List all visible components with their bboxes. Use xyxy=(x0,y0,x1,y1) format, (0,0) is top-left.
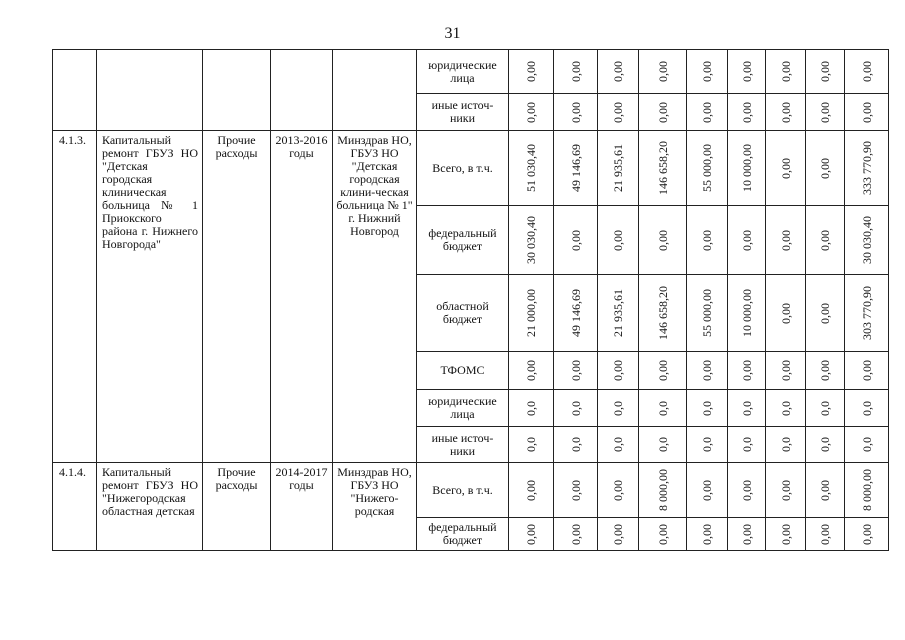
value-cell xyxy=(728,427,766,463)
value-text: 0,00 xyxy=(818,479,832,501)
value-text: 0,00 xyxy=(700,61,714,82)
value-text: 0,0 xyxy=(655,437,670,452)
value-cell xyxy=(687,427,728,463)
expense-type-4-1-4: Прочие расходы xyxy=(203,463,271,551)
value-cell xyxy=(639,390,687,427)
value-text: 0,00 xyxy=(568,479,583,501)
value-cell xyxy=(845,50,889,94)
value-text: 10 000,00 xyxy=(739,144,754,192)
years-4-1-3: 2013-2016 годы xyxy=(271,131,333,463)
value-text: 0,0 xyxy=(611,437,625,452)
value-cell xyxy=(598,94,639,131)
value-cell xyxy=(845,131,889,206)
value-cell xyxy=(509,463,554,518)
value-text: 0,00 xyxy=(700,101,714,123)
value-text: 0,00 xyxy=(655,101,670,123)
value-text: 0,00 xyxy=(778,101,793,123)
value-text: 0,00 xyxy=(739,101,754,123)
value-cell xyxy=(766,352,806,390)
value-cell xyxy=(509,390,554,427)
value-cell xyxy=(728,275,766,352)
value-text: 0,00 xyxy=(568,229,583,251)
value-text: 10 000,00 xyxy=(739,289,754,337)
value-text: 0,00 xyxy=(739,523,754,545)
value-cell xyxy=(728,463,766,518)
value-text: 21 935,61 xyxy=(611,144,625,192)
value-cell xyxy=(509,275,554,352)
funding-source-label: Всего, в т.ч. xyxy=(417,463,509,518)
value-cell xyxy=(598,390,639,427)
value-text: 0,00 xyxy=(611,360,625,381)
value-text: 0,00 xyxy=(524,61,538,82)
value-cell xyxy=(598,518,639,551)
value-text: 0,0 xyxy=(778,400,793,416)
value-cell xyxy=(845,463,889,518)
value-cell xyxy=(845,518,889,551)
value-cell xyxy=(766,390,806,427)
funding-source-label: юридические лица xyxy=(417,390,509,427)
value-text: 21 935,61 xyxy=(611,289,625,337)
value-cell xyxy=(598,352,639,390)
value-text: 0,0 xyxy=(859,400,874,416)
funding-source-label: Всего, в т.ч. xyxy=(417,131,509,206)
value-cell xyxy=(806,275,845,352)
value-text: 0,00 xyxy=(524,479,538,501)
value-cell xyxy=(639,50,687,94)
executor-continued xyxy=(333,50,417,131)
value-text: 0,00 xyxy=(700,360,714,381)
value-text: 0,00 xyxy=(818,360,832,381)
value-text: 0,00 xyxy=(611,101,625,123)
value-cell xyxy=(639,463,687,518)
value-text: 0,00 xyxy=(778,229,793,251)
value-cell xyxy=(687,275,728,352)
value-cell xyxy=(806,427,845,463)
value-cell xyxy=(687,352,728,390)
page-number: 31 xyxy=(444,25,461,42)
value-text: 0,00 xyxy=(818,229,832,251)
value-text: 0,00 xyxy=(655,229,670,251)
value-text: 146 658,20 xyxy=(655,141,670,195)
value-cell xyxy=(687,131,728,206)
value-text: 21 000,00 xyxy=(524,289,538,337)
table-row xyxy=(53,131,889,206)
value-text: 0,0 xyxy=(524,400,538,416)
value-cell xyxy=(639,275,687,352)
value-cell xyxy=(766,427,806,463)
value-cell xyxy=(845,206,889,275)
value-cell xyxy=(806,94,845,131)
value-cell xyxy=(598,275,639,352)
value-text: 0,00 xyxy=(818,302,832,324)
value-text: 0,00 xyxy=(818,157,832,179)
value-text: 0,0 xyxy=(611,400,625,416)
value-text: 0,00 xyxy=(739,61,754,82)
value-cell xyxy=(639,518,687,551)
value-text: 0,00 xyxy=(778,360,793,381)
value-text: 0,0 xyxy=(859,437,874,452)
value-cell xyxy=(554,390,598,427)
value-text: 0,00 xyxy=(778,302,793,324)
value-cell xyxy=(509,427,554,463)
value-cell xyxy=(554,206,598,275)
value-text: 0,00 xyxy=(568,523,583,545)
value-cell xyxy=(554,50,598,94)
value-cell xyxy=(598,206,639,275)
value-cell xyxy=(639,131,687,206)
value-cell xyxy=(728,352,766,390)
value-text: 8 000,00 xyxy=(655,469,670,511)
value-text: 0,00 xyxy=(700,229,714,251)
value-text: 0,0 xyxy=(655,400,670,416)
value-text: 0,00 xyxy=(859,101,874,123)
value-cell xyxy=(639,427,687,463)
value-cell xyxy=(598,463,639,518)
value-text: 0,0 xyxy=(568,400,583,416)
value-cell xyxy=(766,463,806,518)
value-cell xyxy=(687,463,728,518)
value-cell xyxy=(554,275,598,352)
value-cell xyxy=(509,352,554,390)
years-4-1-4: 2014-2017 годы xyxy=(271,463,333,551)
funding-source-label: областной бюджет xyxy=(417,275,509,352)
years-continued xyxy=(271,50,333,131)
value-text: 0,00 xyxy=(655,523,670,545)
value-text: 0,00 xyxy=(611,523,625,545)
value-cell xyxy=(728,206,766,275)
item-name-4-1-4: Капитальный ремонт ГБУЗ НО "Нижегородская областная детская xyxy=(97,463,203,551)
funding-source-label: юридические лица xyxy=(417,50,509,94)
program-table xyxy=(52,49,889,551)
value-text: 0,00 xyxy=(611,229,625,251)
value-text: 0,00 xyxy=(818,61,832,82)
value-text: 0,00 xyxy=(568,61,583,82)
item-number-4-1-3: 4.1.3. xyxy=(53,131,97,463)
value-text: 0,00 xyxy=(739,479,754,501)
value-cell xyxy=(509,131,554,206)
value-text: 0,0 xyxy=(778,437,793,452)
value-text: 0,00 xyxy=(524,360,538,381)
value-text: 0,00 xyxy=(778,157,793,179)
item-name-4-1-3: Капитальный ремонт ГБУЗ НО "Детская городская клиническая больница № 1 Приокского района г. Нижнего Новгорода" xyxy=(97,131,203,463)
value-text: 0,00 xyxy=(739,229,754,251)
value-cell xyxy=(845,352,889,390)
value-cell xyxy=(687,390,728,427)
value-cell xyxy=(845,275,889,352)
value-cell xyxy=(806,206,845,275)
value-cell xyxy=(806,352,845,390)
expense-type-continued xyxy=(203,50,271,131)
value-text: 0,00 xyxy=(778,479,793,501)
value-cell xyxy=(728,518,766,551)
value-text: 0,00 xyxy=(859,360,874,381)
value-cell xyxy=(509,94,554,131)
value-text: 0,0 xyxy=(700,437,714,452)
value-cell xyxy=(806,463,845,518)
value-text: 0,0 xyxy=(524,437,538,452)
value-cell xyxy=(687,518,728,551)
value-cell xyxy=(845,390,889,427)
item-name-continued xyxy=(97,50,203,131)
value-text: 0,00 xyxy=(524,523,538,545)
value-cell xyxy=(598,427,639,463)
value-cell xyxy=(806,131,845,206)
value-text: 0,00 xyxy=(611,479,625,501)
executor-4-1-3: Минздрав НО, ГБУЗ НО "Детская городская клини-ческая больница № 1" г. Нижний Новгород xyxy=(333,131,417,463)
value-cell xyxy=(687,206,728,275)
value-cell xyxy=(554,94,598,131)
value-text: 0,00 xyxy=(859,523,874,545)
funding-source-label: федеральный бюджет xyxy=(417,518,509,551)
value-cell xyxy=(806,518,845,551)
value-cell xyxy=(687,94,728,131)
value-cell xyxy=(509,518,554,551)
value-cell xyxy=(554,463,598,518)
value-cell xyxy=(598,131,639,206)
value-cell xyxy=(766,50,806,94)
expense-type-4-1-3: Прочие расходы xyxy=(203,131,271,463)
value-text: 0,00 xyxy=(611,61,625,82)
value-text: 0,00 xyxy=(700,479,714,501)
value-cell xyxy=(728,94,766,131)
value-cell xyxy=(845,427,889,463)
value-text: 0,0 xyxy=(818,400,832,416)
value-cell xyxy=(509,206,554,275)
value-text: 0,00 xyxy=(739,360,754,381)
value-text: 0,00 xyxy=(524,101,538,123)
value-cell xyxy=(554,518,598,551)
value-text: 0,00 xyxy=(818,523,832,545)
funding-source-label: федеральный бюджет xyxy=(417,206,509,275)
value-cell xyxy=(687,50,728,94)
funding-source-label: иные источ-ники xyxy=(417,94,509,131)
value-text: 333 770,90 xyxy=(859,141,874,195)
value-cell xyxy=(728,50,766,94)
executor-4-1-4: Минздрав НО, ГБУЗ НО "Нижего-родская xyxy=(333,463,417,551)
value-text: 49 146,69 xyxy=(568,289,583,337)
value-text: 0,00 xyxy=(859,61,874,82)
item-number-4-1-4: 4.1.4. xyxy=(53,463,97,551)
value-text: 0,00 xyxy=(655,360,670,381)
value-text: 0,00 xyxy=(655,61,670,82)
value-text: 0,0 xyxy=(700,400,714,416)
value-cell xyxy=(766,518,806,551)
value-text: 0,00 xyxy=(778,61,793,82)
funding-source-label: иные источ-ники xyxy=(417,427,509,463)
value-cell xyxy=(766,275,806,352)
value-text: 146 658,20 xyxy=(655,286,670,340)
value-cell xyxy=(554,352,598,390)
value-cell xyxy=(766,131,806,206)
item-number-continued xyxy=(53,50,97,131)
value-text: 0,00 xyxy=(818,101,832,123)
value-text: 0,00 xyxy=(778,523,793,545)
table-row xyxy=(53,463,889,518)
value-cell xyxy=(639,206,687,275)
value-text: 55 000,00 xyxy=(700,144,714,192)
value-text: 55 000,00 xyxy=(700,289,714,337)
value-cell xyxy=(728,390,766,427)
value-cell xyxy=(509,50,554,94)
value-text: 49 146,69 xyxy=(568,144,583,192)
value-cell xyxy=(554,427,598,463)
value-cell xyxy=(598,50,639,94)
value-text: 51 030,40 xyxy=(524,144,538,192)
value-cell xyxy=(639,94,687,131)
value-text: 0,0 xyxy=(818,437,832,452)
value-text: 30 030,40 xyxy=(859,216,874,264)
funding-source-label: ТФОМС xyxy=(417,352,509,390)
table-row xyxy=(53,50,889,94)
value-text: 30 030,40 xyxy=(524,216,538,264)
value-text: 303 770,90 xyxy=(859,286,874,340)
value-text: 8 000,00 xyxy=(859,469,874,511)
value-cell xyxy=(766,206,806,275)
value-text: 0,0 xyxy=(568,437,583,452)
value-text: 0,00 xyxy=(568,360,583,381)
value-cell xyxy=(806,390,845,427)
value-cell xyxy=(639,352,687,390)
value-cell xyxy=(728,131,766,206)
value-cell xyxy=(766,94,806,131)
value-cell xyxy=(845,94,889,131)
value-text: 0,0 xyxy=(739,437,754,452)
value-text: 0,00 xyxy=(700,523,714,545)
value-text: 0,00 xyxy=(568,101,583,123)
value-cell xyxy=(806,50,845,94)
value-text: 0,0 xyxy=(739,400,754,416)
value-cell xyxy=(554,131,598,206)
